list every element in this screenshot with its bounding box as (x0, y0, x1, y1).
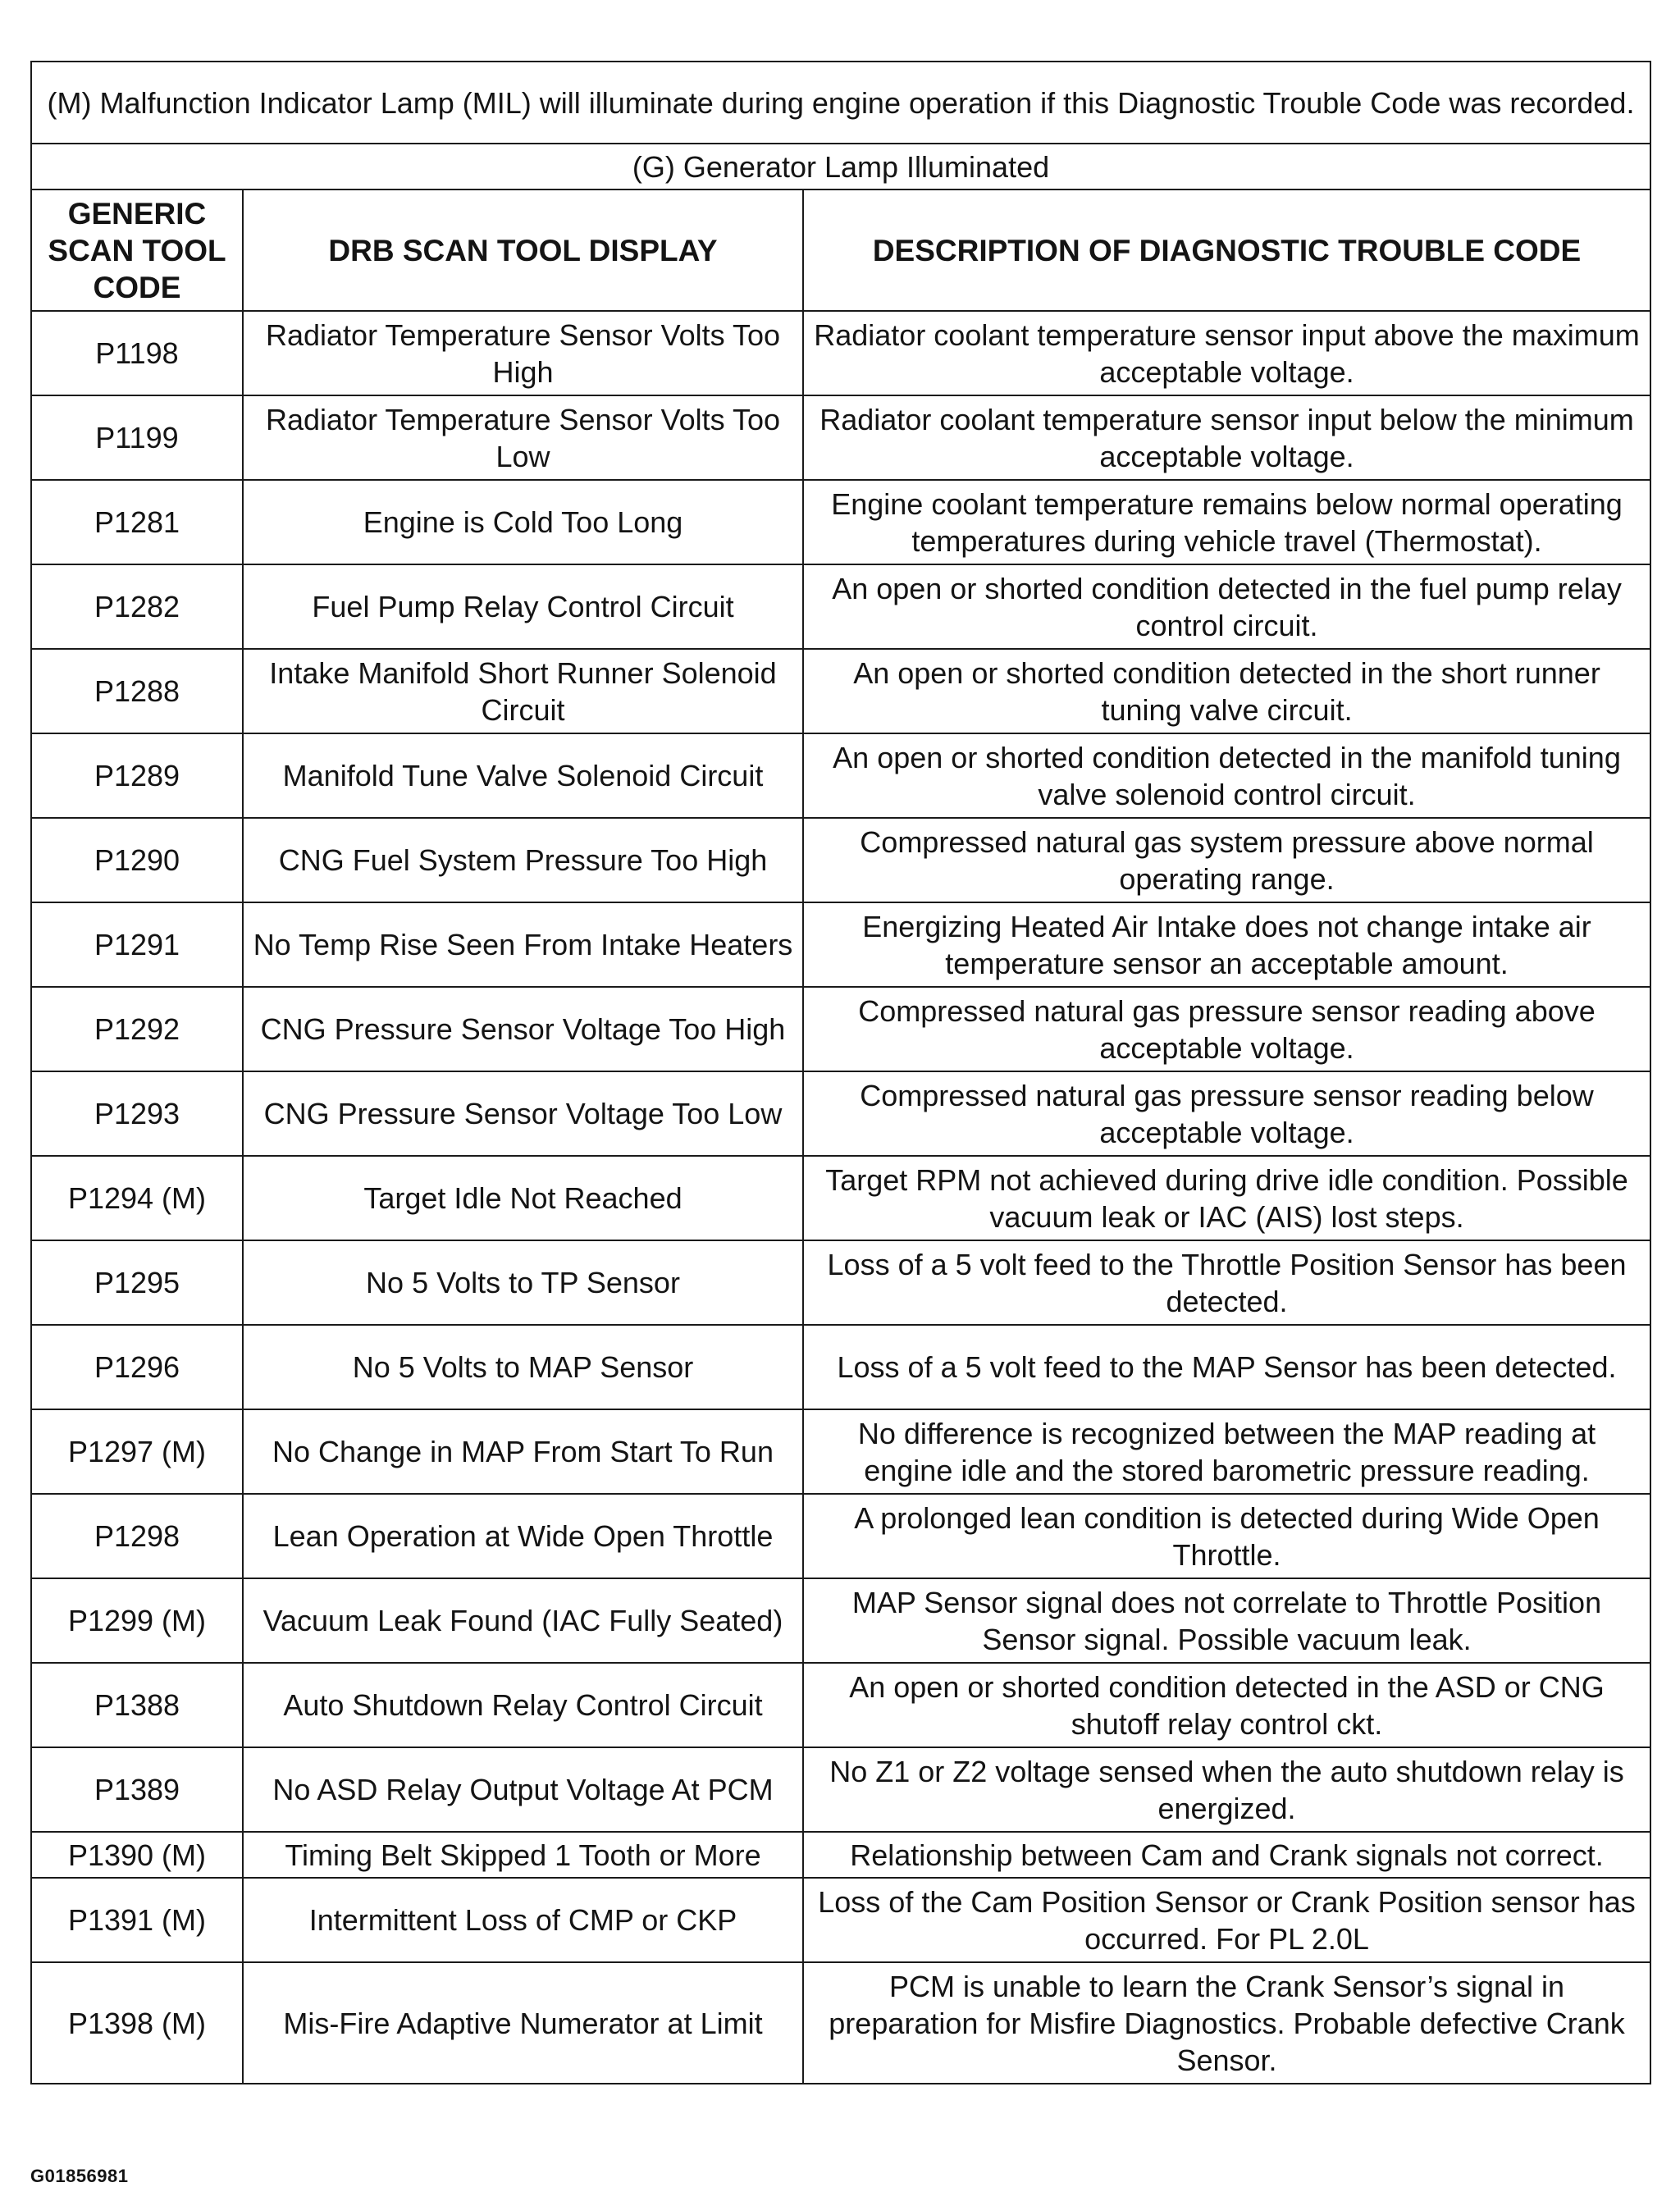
table-row (31, 1325, 1650, 1409)
display-cell: Vacuum Leak Found (IAC Fully Seated) (243, 1578, 803, 1663)
table-row (31, 1878, 1650, 1962)
description-cell: Compressed natural gas pressure sensor reading below acceptable voltage. (803, 1071, 1650, 1156)
display-cell: Intermittent Loss of CMP or CKP (243, 1878, 803, 1962)
table-row (31, 1156, 1650, 1240)
figure-id: G01856981 (30, 2166, 129, 2186)
display-cell: Auto Shutdown Relay Control Circuit (243, 1663, 803, 1747)
display-cell: Radiator Temperature Sensor Volts Too High (243, 311, 803, 395)
code-cell: P1296 (31, 1325, 243, 1409)
display-cell: CNG Pressure Sensor Voltage Too High (243, 987, 803, 1071)
code-cell: P1288 (31, 649, 243, 733)
header-display: DRB SCAN TOOL DISPLAY (243, 189, 803, 311)
display-cell: Fuel Pump Relay Control Circuit (243, 564, 803, 649)
code-cell: P1391 (M) (31, 1878, 243, 1962)
header-description: DESCRIPTION OF DIAGNOSTIC TROUBLE CODE (803, 189, 1650, 311)
display-cell: No Temp Rise Seen From Intake Heaters (243, 902, 803, 987)
description-cell: Radiator coolant temperature sensor input above the maximum acceptable voltage. (803, 311, 1650, 395)
description-cell: An open or shorted condition detected in the fuel pump relay control circuit. (803, 564, 1650, 649)
table-row (31, 1240, 1650, 1325)
display-cell: No 5 Volts to MAP Sensor (243, 1325, 803, 1409)
code-cell: P1281 (31, 480, 243, 564)
code-cell: P1389 (31, 1747, 243, 1832)
code-cell: P1292 (31, 987, 243, 1071)
display-cell: Target Idle Not Reached (243, 1156, 803, 1240)
table-row (31, 564, 1650, 649)
code-cell: P1293 (31, 1071, 243, 1156)
description-cell: An open or shorted condition detected in the manifold tuning valve solenoid control circuit. (803, 733, 1650, 818)
code-cell: P1297 (M) (31, 1409, 243, 1494)
code-cell: P1289 (31, 733, 243, 818)
note-row-mil (31, 62, 1650, 144)
code-cell: P1398 (M) (31, 1962, 243, 2084)
code-cell: P1295 (31, 1240, 243, 1325)
table-row (31, 480, 1650, 564)
code-cell: P1294 (M) (31, 1156, 243, 1240)
code-cell: P1198 (31, 311, 243, 395)
note-row-generator (31, 144, 1650, 189)
code-cell: P1199 (31, 395, 243, 480)
table-row (31, 649, 1650, 733)
table-row (31, 902, 1650, 987)
table-row (31, 733, 1650, 818)
description-cell: Engine coolant temperature remains below normal operating temperatures during vehicle travel (Thermostat). (803, 480, 1650, 564)
code-cell: P1290 (31, 818, 243, 902)
display-cell: Mis-Fire Adaptive Numerator at Limit (243, 1962, 803, 2084)
code-cell: P1388 (31, 1663, 243, 1747)
table-row (31, 311, 1650, 395)
description-cell: Relationship between Cam and Crank signals not correct. (803, 1832, 1650, 1878)
code-cell: P1298 (31, 1494, 243, 1578)
description-cell: Loss of a 5 volt feed to the MAP Sensor has been detected. (803, 1325, 1650, 1409)
header-code: GENERIC SCAN TOOL CODE (31, 189, 243, 311)
table-row (31, 1663, 1650, 1747)
display-cell: Lean Operation at Wide Open Throttle (243, 1494, 803, 1578)
display-cell: Manifold Tune Valve Solenoid Circuit (243, 733, 803, 818)
table-row (31, 987, 1650, 1071)
description-cell: An open or shorted condition detected in the short runner tuning valve circuit. (803, 649, 1650, 733)
display-cell: Engine is Cold Too Long (243, 480, 803, 564)
table-row (31, 1071, 1650, 1156)
display-cell: Intake Manifold Short Runner Solenoid Circuit (243, 649, 803, 733)
description-cell: PCM is unable to learn the Crank Sensor’s signal in preparation for Misfire Diagnostics. Probable defective Crank Sensor. (803, 1962, 1650, 2084)
description-cell: MAP Sensor signal does not correlate to Throttle Position Sensor signal. Possible vacuum leak. (803, 1578, 1650, 1663)
display-cell: CNG Fuel System Pressure Too High (243, 818, 803, 902)
code-cell: P1390 (M) (31, 1832, 243, 1878)
display-cell: CNG Pressure Sensor Voltage Too Low (243, 1071, 803, 1156)
display-cell: No Change in MAP From Start To Run (243, 1409, 803, 1494)
description-cell: Compressed natural gas pressure sensor reading above acceptable voltage. (803, 987, 1650, 1071)
description-cell: No Z1 or Z2 voltage sensed when the auto shutdown relay is energized. (803, 1747, 1650, 1832)
code-cell: P1299 (M) (31, 1578, 243, 1663)
display-cell: No 5 Volts to TP Sensor (243, 1240, 803, 1325)
generator-note: (G) Generator Lamp Illuminated (31, 144, 1650, 189)
table-row (31, 818, 1650, 902)
display-cell: No ASD Relay Output Voltage At PCM (243, 1747, 803, 1832)
table-row (31, 1409, 1650, 1494)
table-row (31, 1747, 1650, 1832)
description-cell: Loss of a 5 volt feed to the Throttle Position Sensor has been detected. (803, 1240, 1650, 1325)
table-row (31, 1962, 1650, 2084)
description-cell: Compressed natural gas system pressure above normal operating range. (803, 818, 1650, 902)
description-cell: Radiator coolant temperature sensor input below the minimum acceptable voltage. (803, 395, 1650, 480)
display-cell: Radiator Temperature Sensor Volts Too Low (243, 395, 803, 480)
display-cell: Timing Belt Skipped 1 Tooth or More (243, 1832, 803, 1878)
description-cell: A prolonged lean condition is detected during Wide Open Throttle. (803, 1494, 1650, 1578)
dtc-table (30, 61, 1651, 2084)
description-cell: Loss of the Cam Position Sensor or Crank Position sensor has occurred. For PL 2.0L (803, 1878, 1650, 1962)
description-cell: No difference is recognized between the MAP reading at engine idle and the stored barometric pressure reading. (803, 1409, 1650, 1494)
code-cell: P1291 (31, 902, 243, 987)
table-row (31, 1494, 1650, 1578)
mil-note: (M) Malfunction Indicator Lamp (MIL) will illuminate during engine operation if this Diagnostic Trouble Code was recorded. (31, 62, 1650, 144)
header-row (31, 189, 1650, 311)
description-cell: Energizing Heated Air Intake does not change intake air temperature sensor an acceptable amount. (803, 902, 1650, 987)
code-cell: P1282 (31, 564, 243, 649)
table-row (31, 395, 1650, 480)
table-row (31, 1832, 1650, 1878)
table-row (31, 1578, 1650, 1663)
description-cell: Target RPM not achieved during drive idle condition. Possible vacuum leak or IAC (AIS) lost steps. (803, 1156, 1650, 1240)
description-cell: An open or shorted condition detected in the ASD or CNG shutoff relay control ckt. (803, 1663, 1650, 1747)
